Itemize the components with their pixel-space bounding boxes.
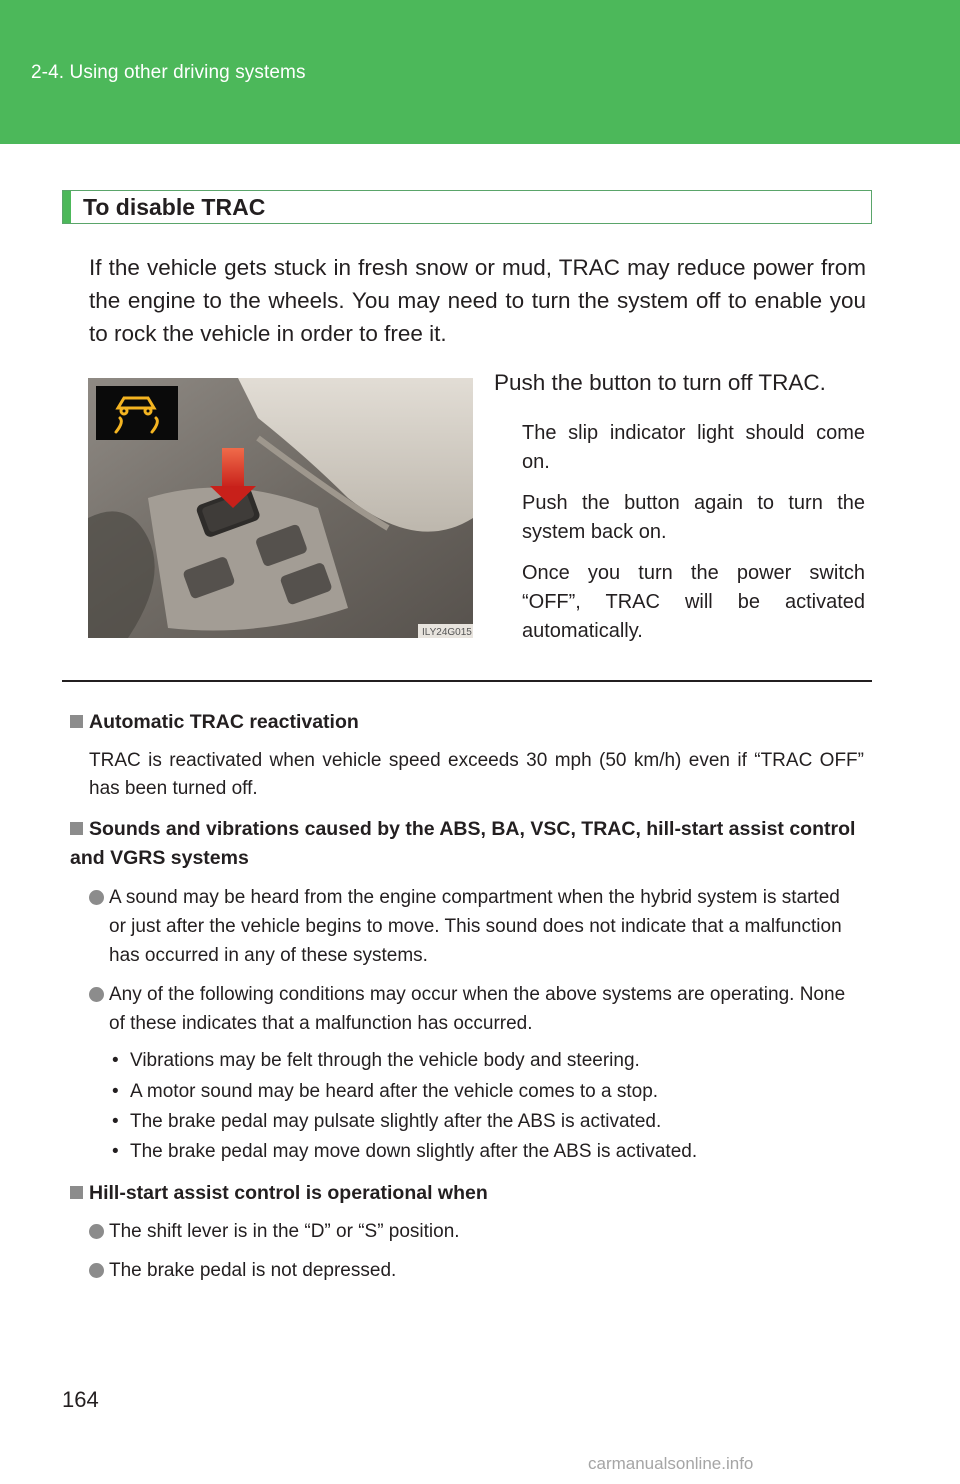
- note-heading-reactivation: Automatic TRAC reactivation: [70, 708, 870, 737]
- circle-bullet-icon: [89, 987, 104, 1002]
- sub-list-item: • The brake pedal may pulsate slightly after the ABS is activated.: [112, 1111, 662, 1132]
- step-instruction: Push the button to turn off TRAC.: [494, 370, 826, 395]
- list-item: Any of the following conditions may occur when the above systems are operating. None of these indicates that a malfunction has occurred.: [89, 980, 849, 1038]
- square-bullet-icon: [70, 1186, 83, 1199]
- circle-bullet-icon: [89, 1263, 104, 1278]
- page-number: 164: [62, 1387, 99, 1412]
- list-item: The brake pedal is not depressed.: [89, 1256, 849, 1285]
- circle-bullet-icon: [89, 1224, 104, 1239]
- note-heading-sounds: Sounds and vibrations caused by the ABS, BA, VSC, TRAC, hill-start assist control and VGRS systems: [70, 818, 856, 869]
- intro-paragraph: If the vehicle gets stuck in fresh snow or mud, TRAC may reduce power from the engine to the wheels. You may need to turn the system off to enable you to rock the vehicle in order to free it.: [89, 255, 866, 346]
- trac-off-button-figure: [88, 378, 473, 638]
- sub-list-item: • Vibrations may be felt through the vehicle body and steering.: [112, 1050, 640, 1071]
- step-note-push-again: Push the button again to turn the system back on.: [522, 492, 865, 543]
- console-illustration: [88, 378, 473, 638]
- circle-bullet-icon: [89, 890, 104, 905]
- step-note-indicator: The slip indicator light should come on.: [522, 422, 865, 473]
- list-item: A sound may be heard from the engine compartment when the hybrid system is started or just after the vehicle begins to move. This sound does not indicate that a malfunction has occurred in any of these systems.: [89, 883, 849, 970]
- figure-code: ILY24G015: [422, 627, 472, 638]
- slip-indicator-icon: [96, 386, 178, 440]
- note-text-reactivation: TRAC is reactivated when vehicle speed exceeds 30 mph (50 km/h) even if “TRAC OFF” has been turned off.: [89, 750, 864, 799]
- square-bullet-icon: [70, 822, 83, 835]
- note-heading-hill-start: Hill-start assist control is operational when: [70, 1179, 870, 1208]
- list-item: The shift lever is in the “D” or “S” position.: [89, 1217, 849, 1246]
- section-heading: [62, 190, 872, 224]
- section-divider: [62, 680, 872, 682]
- square-bullet-icon: [70, 715, 83, 728]
- step-note-power-switch: Once you turn the power switch “OFF”, TRAC will be activated automatically.: [522, 562, 865, 642]
- watermark: carmanualsonline.info: [588, 1454, 754, 1473]
- heading-accent-bar: [63, 191, 71, 223]
- sub-list-item: • A motor sound may be heard after the vehicle comes to a stop.: [112, 1081, 659, 1102]
- section-title: To disable TRAC: [83, 194, 266, 220]
- section-reference: 2-4. Using other driving systems: [31, 62, 306, 83]
- sub-list-item: • The brake pedal may move down slightly after the ABS is activated.: [112, 1141, 698, 1162]
